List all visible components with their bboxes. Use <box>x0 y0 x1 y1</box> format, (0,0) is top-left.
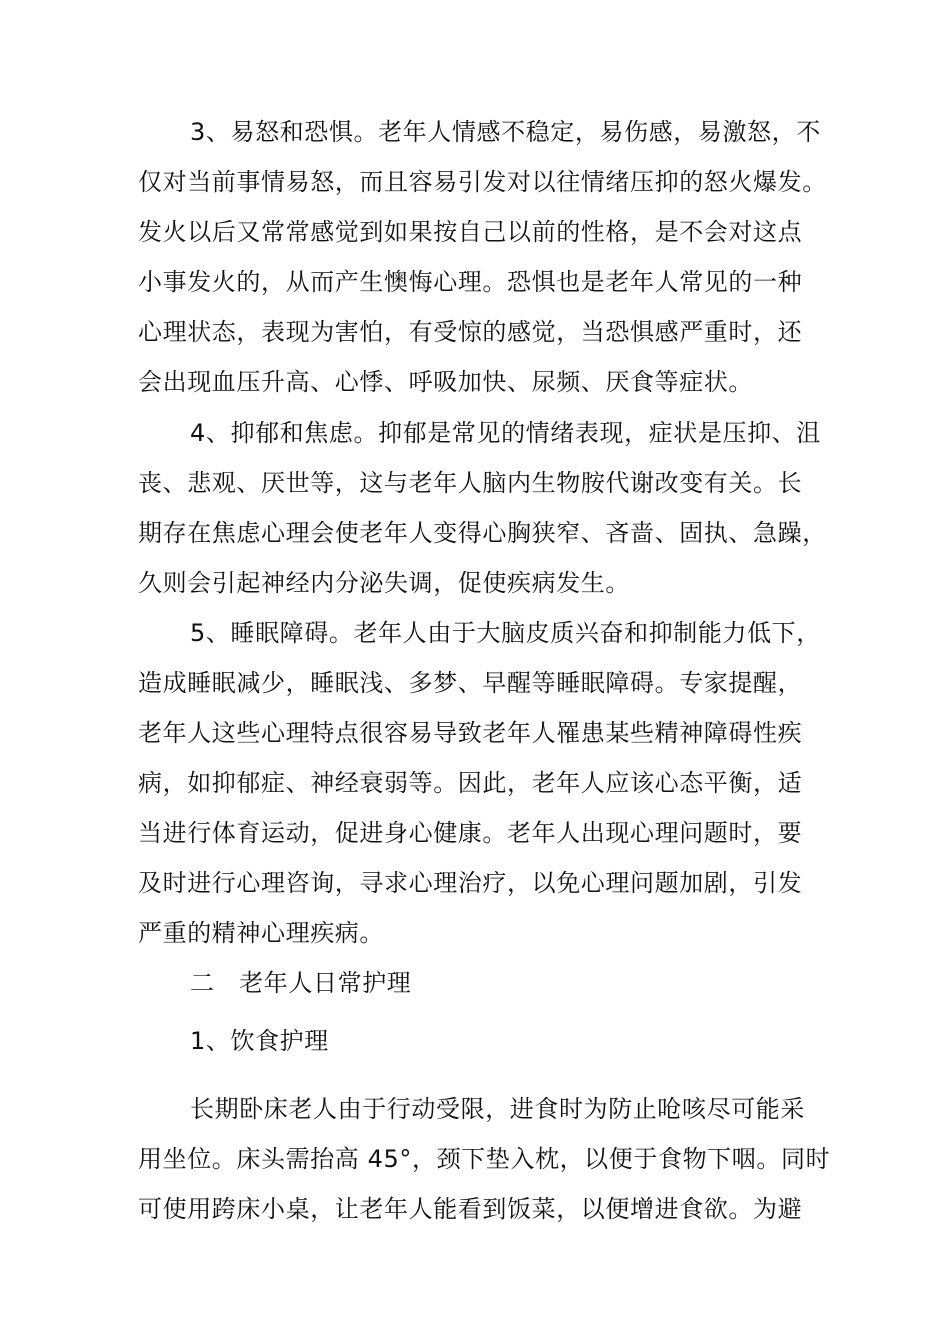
paragraph-5-line-6: 及时进行心理咨询，寻求心理治疗，以免心理问题加剧，引发 <box>138 869 803 897</box>
subsection-heading: 1、饮食护理 <box>190 1027 329 1055</box>
paragraph-3-line-1: 3、易怒和恐惧。老年人情感不稳定，易伤感，易激怒，不 <box>190 118 821 146</box>
paragraph-4-line-3: 期存在焦虑心理会使老年人变得心胸狭窄、吝啬、固执、急躁， <box>138 519 827 547</box>
paragraph-diet-line-3: 可使用跨床小桌，让老年人能看到饭菜，以便增进食欲。为避 <box>138 1195 803 1223</box>
paragraph-5-line-3: 老年人这些心理特点很容易导致老年人罹患某些精神障碍性疾 <box>138 719 803 747</box>
paragraph-3-line-6: 会出现血压升高、心悸、呼吸加快、尿频、厌食等症状。 <box>138 368 753 396</box>
paragraph-3-line-5: 心理状态，表现为害怕，有受惊的感觉，当恐惧感严重时，还 <box>138 318 803 346</box>
paragraph-4-line-4: 久则会引起神经内分泌失调，促使疾病发生。 <box>138 569 630 597</box>
paragraph-3-line-3: 发火以后又常常感觉到如果按自己以前的性格，是不会对这点 <box>138 218 803 246</box>
paragraph-diet-line-1: 长期卧床老人由于行动受限，进食时为防止呛咳尽可能采 <box>190 1095 805 1123</box>
paragraph-3-line-2: 仅对当前事情易怒，而且容易引发对以往情绪压抑的怒火爆发。 <box>138 168 827 196</box>
paragraph-5-line-7: 严重的精神心理疾病。 <box>138 919 384 947</box>
paragraph-5-line-5: 当进行体育运动，促进身心健康。老年人出现心理问题时，要 <box>138 819 803 847</box>
paragraph-4-line-2: 丧、悲观、厌世等，这与老年人脑内生物胺代谢改变有关。长 <box>138 469 803 497</box>
paragraph-5-line-1: 5、睡眠障碍。老年人由于大脑皮质兴奋和抑制能力低下， <box>190 619 821 647</box>
paragraph-5-line-4: 病，如抑郁症、神经衰弱等。因此，老年人应该心态平衡，适 <box>138 769 803 797</box>
paragraph-5-line-2: 造成睡眠减少，睡眠浅、多梦、早醒等睡眠障碍。专家提醒， <box>138 669 803 697</box>
paragraph-4-line-1: 4、抑郁和焦虑。抑郁是常见的情绪表现，症状是压抑、沮 <box>190 419 821 447</box>
section-heading: 二 老年人日常护理 <box>190 969 412 997</box>
paragraph-3-line-4: 小事发火的，从而产生懊悔心理。恐惧也是老年人常见的一种 <box>138 268 803 296</box>
paragraph-diet-line-2: 用坐位。床头需抬高 45°，颈下垫入枕，以便于食物下咽。同时 <box>138 1145 831 1173</box>
